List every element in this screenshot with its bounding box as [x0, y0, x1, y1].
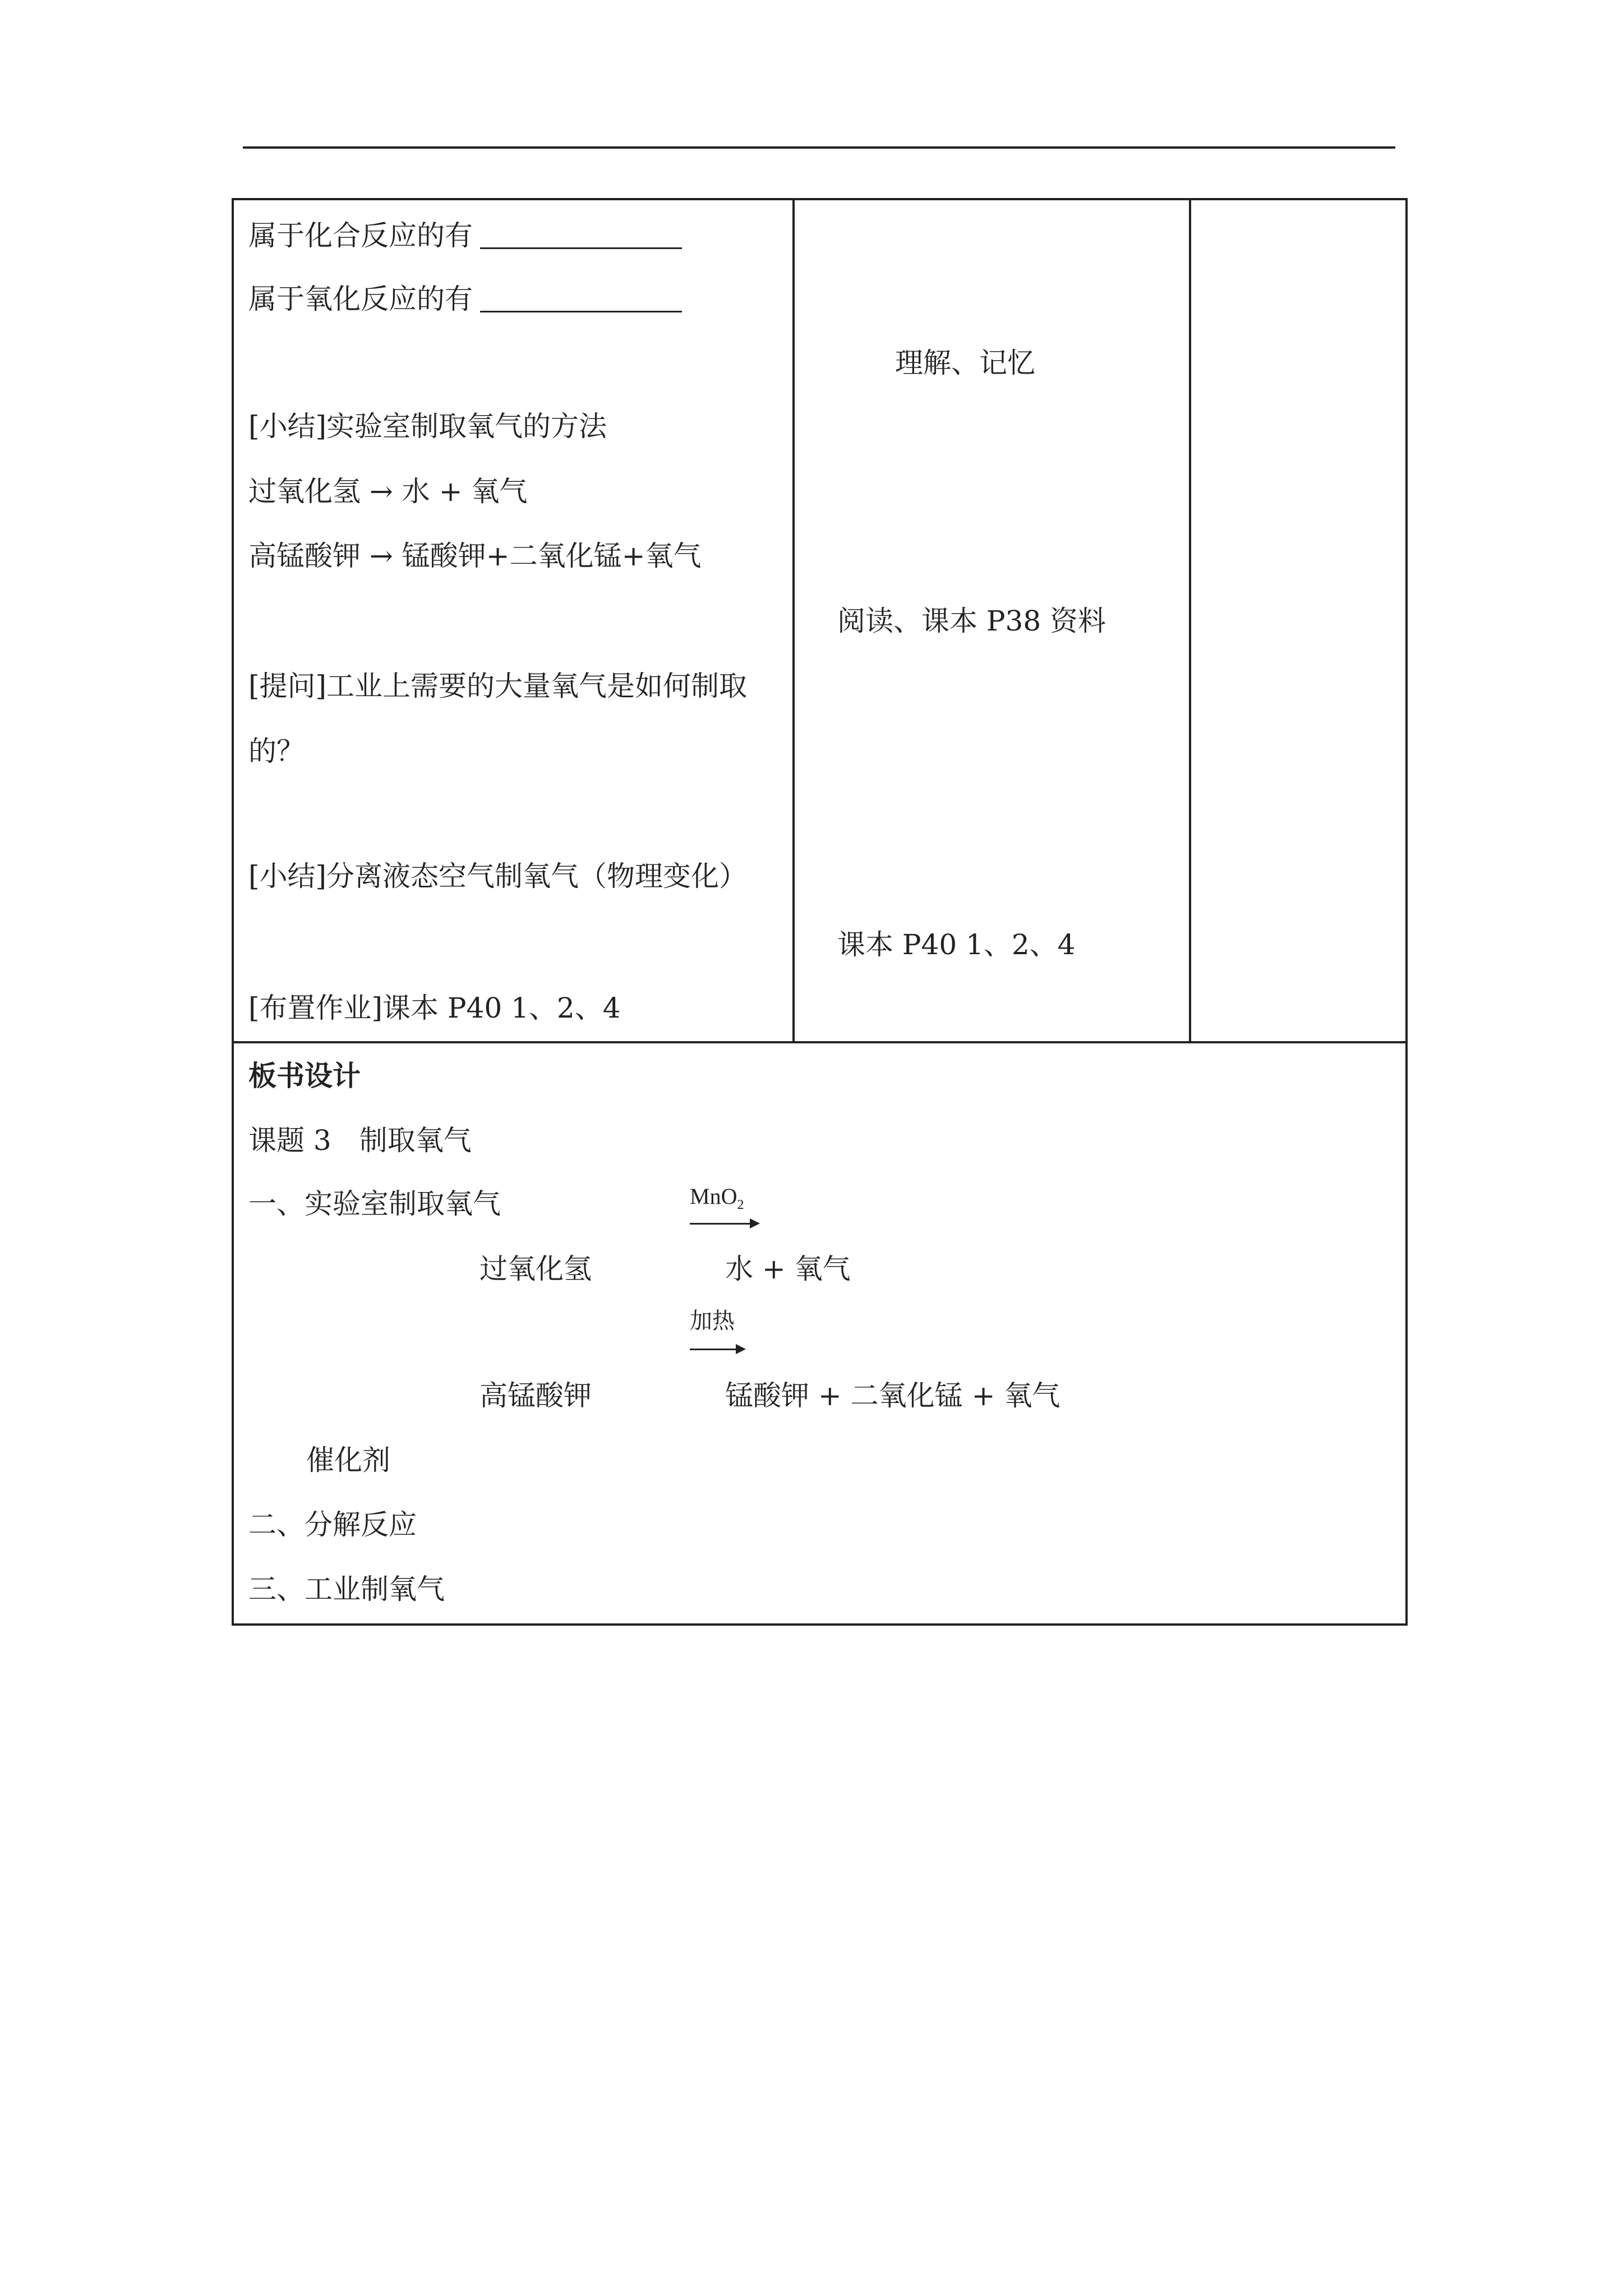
board-divider	[232, 1041, 1408, 1043]
homework: [布置作业]课本 P40 1、2、4	[248, 992, 621, 1024]
arrow-1-head	[750, 1218, 760, 1228]
summary-2: [小结]分离液态空气制氧气（物理变化）	[248, 860, 748, 892]
section-2: 二、分解反应	[248, 1508, 417, 1541]
section-3: 三、工业制氧气	[248, 1573, 445, 1605]
answer-blank-2	[480, 311, 682, 312]
catalyst-label: 催化剂	[306, 1444, 390, 1476]
reactant-2: 高锰酸钾	[479, 1379, 592, 1412]
oxidation-reaction-prompt: 属于氧化反应的有	[248, 283, 473, 315]
section-1: 一、实验室制取氧气	[248, 1188, 501, 1220]
activity-understand: 理解、记忆	[895, 347, 1035, 379]
activity-homework: 课本 P40 1、2、4	[837, 928, 1076, 961]
compound-reaction-prompt: 属于化合反应的有	[248, 219, 473, 252]
table-left-border	[232, 198, 234, 1626]
table-bottom-border	[232, 1623, 1408, 1626]
board-heading: 板书设计	[248, 1059, 361, 1092]
condition-mno2: MnO$_2$	[690, 1184, 744, 1212]
summary-1: [小结]实验室制取氧气的方法	[248, 410, 607, 443]
answer-blank-1	[480, 247, 682, 249]
column-divider-1	[792, 198, 795, 1042]
activity-read: 阅读、课本 P38 资料	[837, 605, 1106, 637]
reaction-equation-1: 过氧化氢 → 水 + 氧气	[248, 475, 528, 508]
arrow-1-line	[690, 1223, 751, 1225]
table-right-border	[1405, 198, 1408, 1626]
table-top-border	[232, 198, 1408, 200]
products-1: 水 + 氧气	[725, 1253, 851, 1285]
board-title: 课题 3 制取氧气	[248, 1124, 472, 1157]
question-continued: 的？	[248, 735, 305, 767]
column-divider-2	[1189, 198, 1191, 1042]
question: [提问]工业上需要的大量氧气是如何制取	[248, 670, 748, 702]
arrow-2-head	[736, 1344, 746, 1354]
reactant-1: 过氧化氢	[479, 1253, 592, 1285]
condition-heat: 加热	[690, 1308, 735, 1333]
products-2: 锰酸钾 + 二氧化锰 + 氧气	[725, 1379, 1061, 1412]
reaction-equation-2: 高锰酸钾 → 锰酸钾+二氧化锰+氧气	[248, 540, 702, 572]
header-rule	[243, 146, 1395, 149]
arrow-2-line	[690, 1349, 737, 1350]
